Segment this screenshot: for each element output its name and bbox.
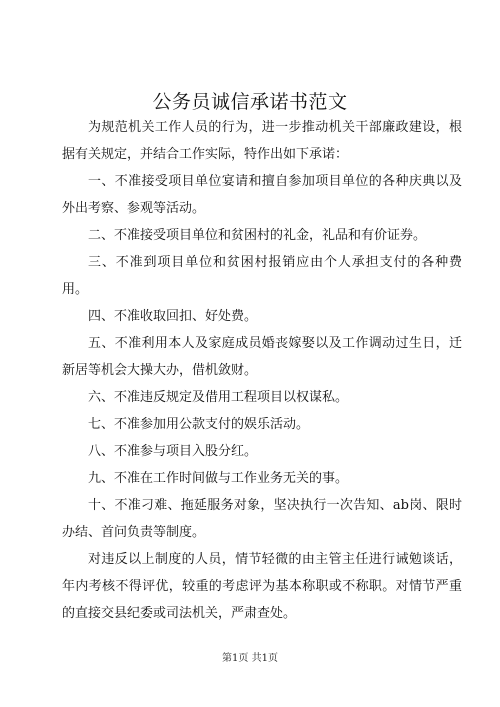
paragraph-item-10: 十、不准刁难、拖延服务对象，坚决执行一次告知、ab岗、限时办结、首问负责等制度。 (62, 498, 462, 540)
paragraph-item-7: 七、不准参加用公款支付的娱乐活动。 (88, 417, 310, 432)
paragraph-item-8: 八、不准参与项目入股分红。 (88, 444, 258, 459)
paragraph-item-2: 二、不准接受项目单位和贫困村的礼金，礼品和有价证券。 (88, 228, 427, 243)
page-footer: 第1页 共1页 (222, 653, 278, 664)
paragraph-item-1: 一、不准接受项目单位宴请和擅自参加项目单位的各种庆典以及外出考察、参观等活动。 (62, 174, 462, 216)
document-body (62, 114, 462, 627)
paragraph-item-3: 三、不准到项目单位和贫困村报销应由个人承担支付的各种费用。 (62, 255, 462, 297)
page-title: 公务员诚信承诺书范文 (152, 91, 348, 113)
paragraph-item-4: 四、不准收取回扣、好处费。 (88, 309, 258, 324)
paragraph-item-5: 五、不准利用本人及家庭成员婚丧嫁娶以及工作调动过生日，迁新居等机会大操大办，借机敛财。 (62, 336, 462, 378)
paragraph-intro: 为规范机关工作人员的行为，进一步推动机关干部廉政建设，根据有关规定，并结合工作实际，特作出如下承诺： (62, 120, 462, 162)
paragraph-item-9: 九、不准在工作时间做与工作业务无关的事。 (88, 471, 349, 486)
paragraph-item-6: 六、不准违反规定及借用工程项目以权谋私。 (88, 390, 349, 405)
paragraph-closing: 对违反以上制度的人员，情节轻微的由主管主任进行诫勉谈话，年内考核不得评优，较重的考虑评为基本称职或不称职。对情节严重的直接交县纪委或司法机关，严肃查处。 (62, 552, 462, 621)
